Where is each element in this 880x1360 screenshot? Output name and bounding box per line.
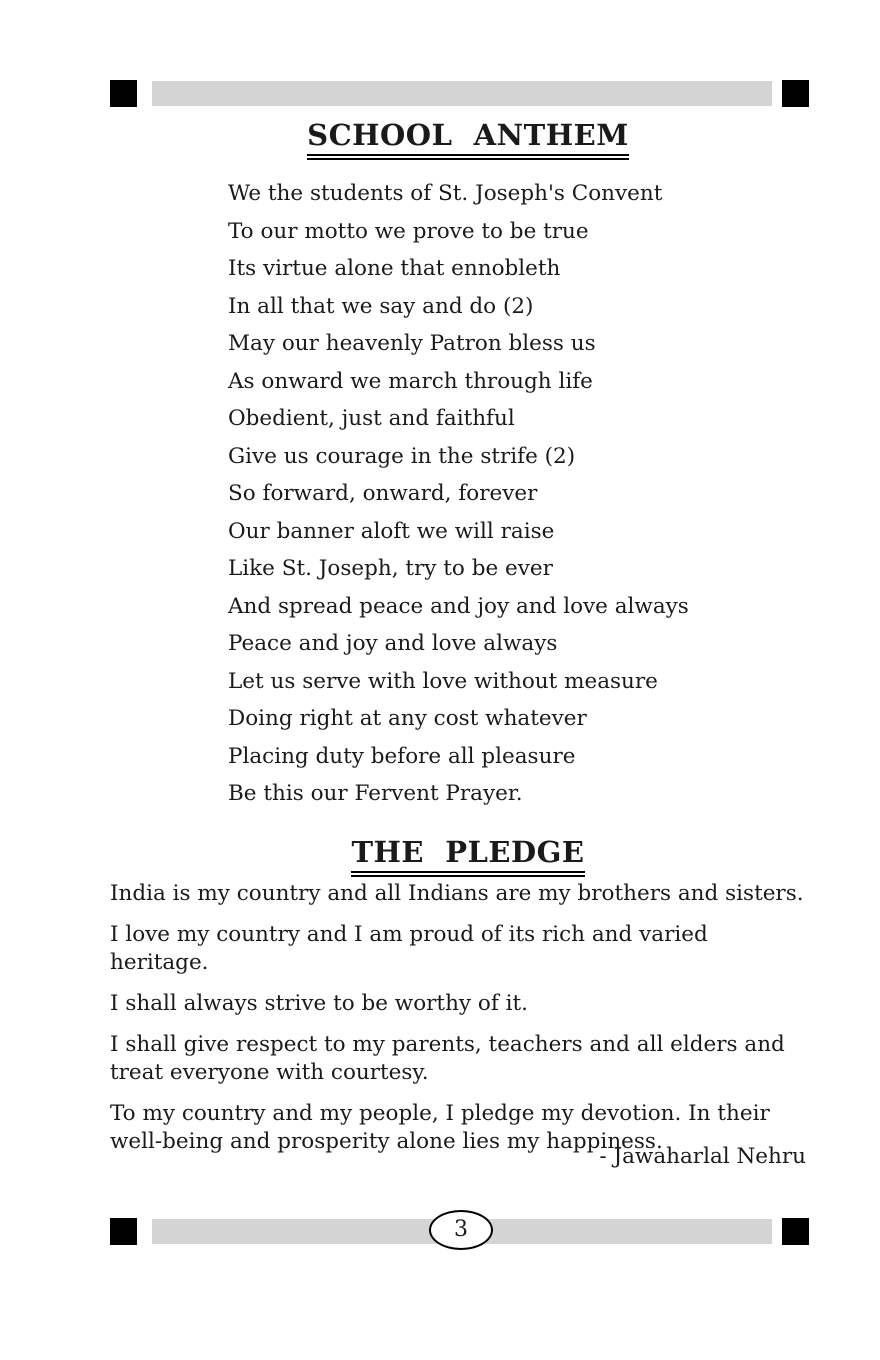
anthem-title bbox=[0, 118, 880, 160]
anthem-line: So forward, onward, forever bbox=[228, 481, 538, 506]
anthem-line: Its virtue alone that ennobleth bbox=[228, 256, 561, 281]
anthem-line: Like St. Joseph, try to be ever bbox=[228, 556, 553, 581]
anthem-title-text: SCHOOL ANTHEM bbox=[307, 118, 629, 156]
anthem-line: May our heavenly Patron bless us bbox=[228, 331, 596, 356]
pledge-text bbox=[110, 880, 808, 1169]
anthem-line: Placing duty before all pleasure bbox=[228, 743, 576, 769]
pledge-paragraph: To my country and my people, I pledge my devotion. In their well-being and prosperity alone lies my happiness. bbox=[110, 1101, 770, 1154]
anthem-line: Our banner aloft we will raise bbox=[228, 518, 555, 544]
anthem-line: Let us serve with love without measure bbox=[228, 668, 658, 694]
pledge-paragraph: I shall always strive to be worthy of it. bbox=[110, 991, 528, 1016]
top-right-square bbox=[782, 80, 809, 107]
bottom-right-square bbox=[782, 1218, 809, 1245]
page-number: 3 bbox=[429, 1210, 493, 1250]
anthem-line: As onward we march through life bbox=[228, 368, 593, 394]
anthem-line: To our motto we prove to be true bbox=[228, 218, 589, 244]
bottom-left-square bbox=[110, 1218, 137, 1245]
anthem-line: Give us courage in the strife (2) bbox=[228, 443, 576, 469]
anthem-line: Obedient, just and faithful bbox=[228, 406, 515, 431]
anthem-line: And spread peace and joy and love always bbox=[228, 593, 689, 619]
pledge-paragraph: I shall give respect to my parents, teachers and all elders and treat everyone with courtesy. bbox=[110, 1032, 785, 1085]
top-gray-bar bbox=[152, 81, 772, 106]
anthem-line: Peace and joy and love always bbox=[228, 631, 558, 656]
anthem-line: Doing right at any cost whatever bbox=[228, 706, 587, 731]
anthem-line: In all that we say and do (2) bbox=[228, 293, 534, 319]
pledge-paragraph: India is my country and all Indians are my brothers and sisters. bbox=[110, 881, 804, 906]
pledge-title bbox=[0, 835, 880, 877]
pledge-paragraph: I love my country and I am proud of its rich and varied heritage. bbox=[110, 922, 708, 975]
anthem-line: Be this our Fervent Prayer. bbox=[228, 781, 523, 806]
anthem-lines bbox=[228, 175, 689, 813]
pledge-author: - Jawaharlal Nehru bbox=[599, 1144, 806, 1169]
top-left-square bbox=[110, 80, 137, 107]
pledge-title-text: THE PLEDGE bbox=[351, 835, 584, 873]
anthem-line: We the students of St. Joseph's Convent bbox=[228, 181, 663, 206]
